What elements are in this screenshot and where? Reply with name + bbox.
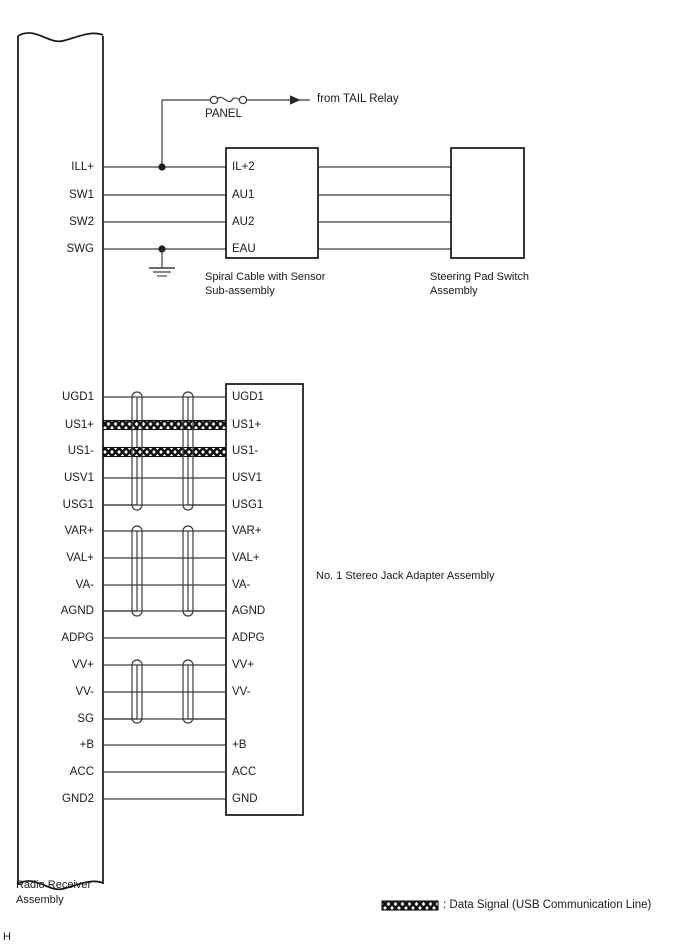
radio-receiver-caption-line1: Radio Receiver: [16, 879, 92, 891]
steering-pad-caption-line1: Steering Pad Switch: [430, 271, 530, 283]
spiral-cable-caption-line2: Sub-assembly: [205, 285, 275, 297]
panel-switch-label: PANEL: [205, 108, 242, 120]
legend-label: : Data Signal (USB Communication Line): [443, 899, 652, 911]
adapter-pin-ugd1: UGD1: [232, 391, 264, 403]
steering-pad-caption-line2: Assembly: [430, 285, 478, 297]
pin-label-sw1: SW1: [69, 189, 94, 201]
adapter-pin-usg1: USG1: [232, 499, 264, 511]
adapter-pin-gnd: GND: [232, 793, 258, 805]
adapter-pin-acc: ACC: [232, 766, 257, 778]
pin-label-eau: EAU: [232, 243, 256, 255]
adapter-pin-val-plus: VAL+: [232, 552, 260, 564]
pin-label-us1-minus: US1-: [67, 445, 94, 457]
tail-relay-source-label: from TAIL Relay: [317, 93, 399, 105]
adapter-pin-b-plus: +B: [232, 739, 247, 751]
usb-data-signal-lines: [103, 421, 226, 457]
pin-label-adpg: ADPG: [61, 632, 94, 644]
spiral-cable-caption-line1: Spiral Cable with Sensor: [205, 271, 326, 283]
pin-label-usg1: USG1: [62, 499, 94, 511]
pin-label-swg: SWG: [66, 243, 94, 255]
pin-label-us1-plus: US1+: [64, 419, 94, 431]
page-mark: H: [3, 931, 11, 943]
adapter-pin-va-minus: VA-: [232, 579, 251, 591]
adapter-pin-usv1: USV1: [232, 472, 263, 484]
pin-label-au1: AU1: [232, 189, 255, 201]
pin-label-usv1: USV1: [63, 472, 94, 484]
pin-label-vv-minus: VV-: [75, 686, 94, 698]
pin-label-b-plus: +B: [79, 739, 94, 751]
radio-receiver-caption-line2: Assembly: [16, 894, 64, 906]
adapter-pin-agnd: AGND: [232, 605, 266, 617]
pin-label-sg: SG: [77, 713, 94, 725]
pin-label-sw2: SW2: [69, 216, 94, 228]
adapter-pin-adpg: ADPG: [232, 632, 265, 644]
pin-label-ugd1: UGD1: [62, 391, 94, 403]
pin-label-gnd2: GND2: [62, 793, 94, 805]
usb-data-signal-swatch: [382, 901, 438, 910]
pin-label-va-minus: VA-: [75, 579, 94, 591]
adapter-pin-us1-plus: US1+: [232, 419, 262, 431]
pin-label-acc: ACC: [69, 766, 94, 778]
adapter-pin-us1-minus: US1-: [232, 445, 259, 457]
adapter-pin-var-plus: VAR+: [232, 525, 262, 537]
pin-label-vv-plus: VV+: [71, 659, 94, 671]
pin-label-au2: AU2: [232, 216, 255, 228]
pin-label-var-plus: VAR+: [64, 525, 94, 537]
adapter-pin-vv-minus: VV-: [232, 686, 251, 698]
pin-label-val-plus: VAL+: [66, 552, 94, 564]
pin-label-agnd: AGND: [60, 605, 94, 617]
pin-label-ill-plus: ILL+: [71, 161, 94, 173]
adapter-pin-vv-plus: VV+: [232, 659, 255, 671]
pin-label-il-plus-2: IL+2: [232, 161, 255, 173]
stereo-jack-caption: No. 1 Stereo Jack Adapter Assembly: [316, 570, 495, 582]
